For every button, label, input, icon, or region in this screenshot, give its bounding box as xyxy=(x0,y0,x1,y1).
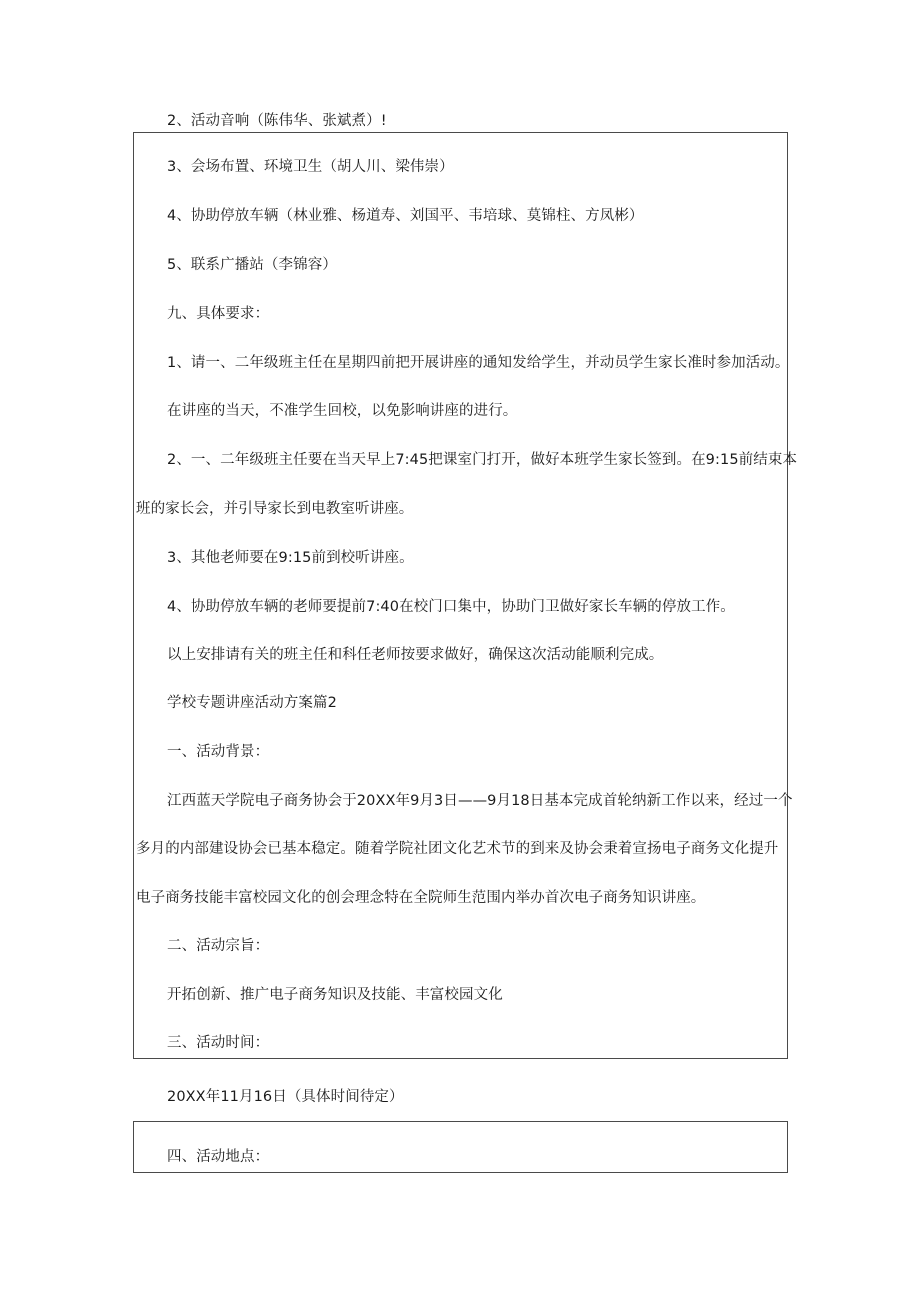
text-line: 电子商务技能丰富校园文化的创会理念特在全院师生范围内举办首次电子商务知识讲座。 xyxy=(136,890,706,906)
text-line: 3、会场布置、环境卫生（胡人川、梁伟崇） xyxy=(167,159,454,175)
text-line: 多月的内部建设协会已基本稳定。随着学院社团文化艺术节的到来及协会秉着宣扬电子商务文化提升 xyxy=(136,841,779,857)
text-line: 4、协助停放车辆（林业雅、杨道寿、刘国平、韦培球、莫锦柱、方凤彬） xyxy=(167,208,644,224)
section-heading: 二、活动宗旨： xyxy=(167,938,270,954)
section-heading: 三、活动时间： xyxy=(167,1035,270,1051)
text-line: 4、协助停放车辆的老师要提前7:40在校门口集中，协助门卫做好家长车辆的停放工作。 xyxy=(167,599,735,615)
text-line: 以上安排请有关的班主任和科任老师按要求做好，确保这次活动能顺利完成。 xyxy=(167,647,664,663)
section-heading: 四、活动地点： xyxy=(167,1149,270,1165)
text-line: 5、联系广播站（李锦容） xyxy=(167,257,337,273)
section-heading: 九、具体要求： xyxy=(167,306,270,322)
text-line: 3、其他老师要在9:15前到校听讲座。 xyxy=(167,550,414,566)
text-line: 班的家长会，并引导家长到电教室听讲座。 xyxy=(136,501,414,517)
text-line: 在讲座的当天，不准学生回校，以免影响讲座的进行。 xyxy=(167,403,518,419)
text-line: 20XX年11月16日（具体时间待定） xyxy=(167,1089,404,1105)
text-line: 江西蓝天学院电子商务协会于20XX年9月3日——9月18日基本完成首轮纳新工作以来，经过一个 xyxy=(167,793,793,809)
document-subtitle: 学校专题讲座活动方案篇2 xyxy=(167,695,337,711)
text-line: 2、活动音响（陈伟华、张斌煮）! xyxy=(167,113,387,129)
text-line: 2、一、二年级班主任要在当天早上7:45把课室门打开，做好本班学生家长签到。在9:15前结束本 xyxy=(167,452,798,468)
text-line: 开拓创新、推广电子商务知识及技能、丰富校园文化 xyxy=(167,987,503,1003)
section-heading: 一、活动背景： xyxy=(167,744,270,760)
text-line: 1、请一、二年级班主任在星期四前把开展讲座的通知发给学生，并动员学生家长准时参加活动。 xyxy=(167,355,790,371)
